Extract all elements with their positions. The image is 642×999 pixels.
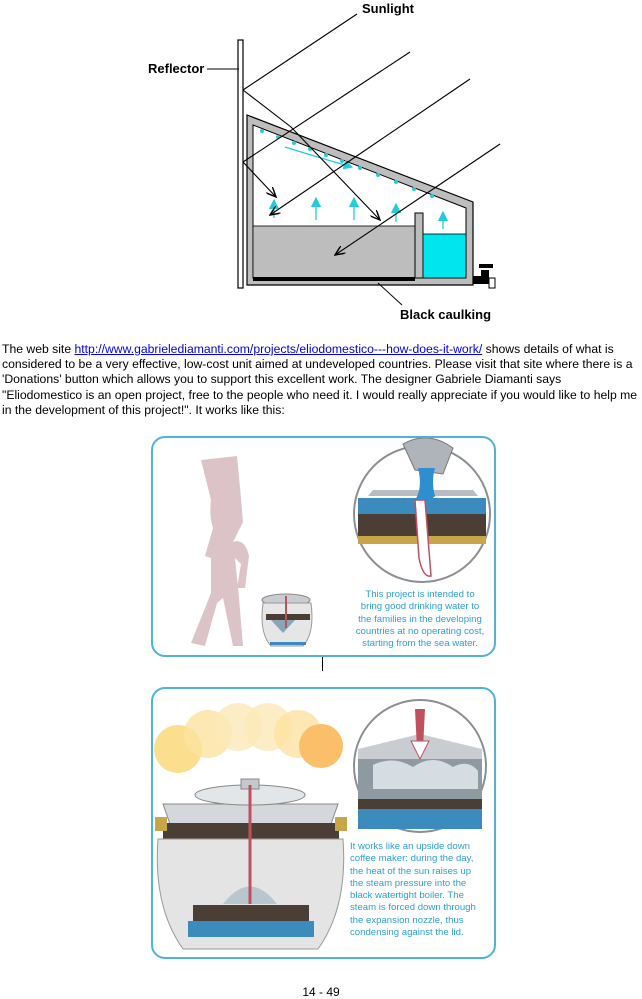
tap-handle xyxy=(479,264,493,268)
small-device xyxy=(262,594,312,646)
sun-sequence xyxy=(154,703,343,773)
panel1-caption-line: starting from the sea water. xyxy=(362,638,478,650)
divider-wall xyxy=(415,213,423,278)
panel-separator xyxy=(322,657,323,671)
panel1-caption-line: This project is intended to xyxy=(365,589,475,600)
paragraph-text-start: The web site xyxy=(2,342,75,356)
basin-water xyxy=(253,226,415,278)
panel2-caption xyxy=(350,841,490,939)
illustration-panel-1 xyxy=(151,436,496,657)
reflector-label: Reflector xyxy=(148,61,205,76)
sunlight-label: Sunlight xyxy=(362,1,414,16)
panel1-caption-line: bring good drinking water to xyxy=(360,601,480,613)
solar-still-diagram xyxy=(0,0,642,335)
reflector xyxy=(238,40,243,288)
illustration-panel-2 xyxy=(151,687,496,959)
panel2-caption-line: black watertight boiler. The xyxy=(350,890,464,902)
magnified-view-2 xyxy=(354,700,486,832)
panel2-caption-line: the steam pressure into the xyxy=(350,877,467,889)
caulking-leader xyxy=(378,283,402,305)
eliodomestico-link[interactable]: http://www.gabrielediamanti.com/projects/eliodomestico---how-does-it-work/ xyxy=(74,342,483,356)
panel2-caption-line: condensing against the lid. xyxy=(350,927,464,939)
panel1-caption xyxy=(349,589,491,650)
body-paragraph xyxy=(2,342,638,418)
panel1-caption-line: the families in the developing xyxy=(358,613,482,625)
panel1-caption-line: countries at no operating cost, xyxy=(355,625,485,637)
page-number: 14 - 49 xyxy=(302,985,340,999)
tap-body xyxy=(481,270,489,278)
device-large xyxy=(155,779,347,949)
panel2-caption-line: It works like an upside down xyxy=(350,841,470,852)
panel2-caption-line: steam is forced down through xyxy=(350,902,476,914)
person-silhouette xyxy=(191,456,249,646)
panel2-caption-line: the expansion nozzle, thus xyxy=(350,914,464,926)
fresh-water xyxy=(423,234,466,278)
panel2-caption-line: coffee maker: during the day, xyxy=(350,853,474,865)
panel2-caption-line: the heat of the sun raises up xyxy=(350,865,472,877)
black-caulking-label: Black caulking xyxy=(400,307,492,322)
paragraph-text-end: shows details of what is considered to be a very effective, low-cost unit aimed at undeveloped countries. Please visit that site where there is a 'Donations' button which allows you to support this excellent work. The designer Gabriele Diamanti says "Eliodomestico is an open project, free to the people who need it. I would really appreciate if you would like to help me in the development of this project!". It works like this: xyxy=(2,342,638,417)
black-caulking xyxy=(253,277,415,281)
magnified-view-1 xyxy=(354,438,490,582)
tap-nozzle xyxy=(489,278,495,288)
